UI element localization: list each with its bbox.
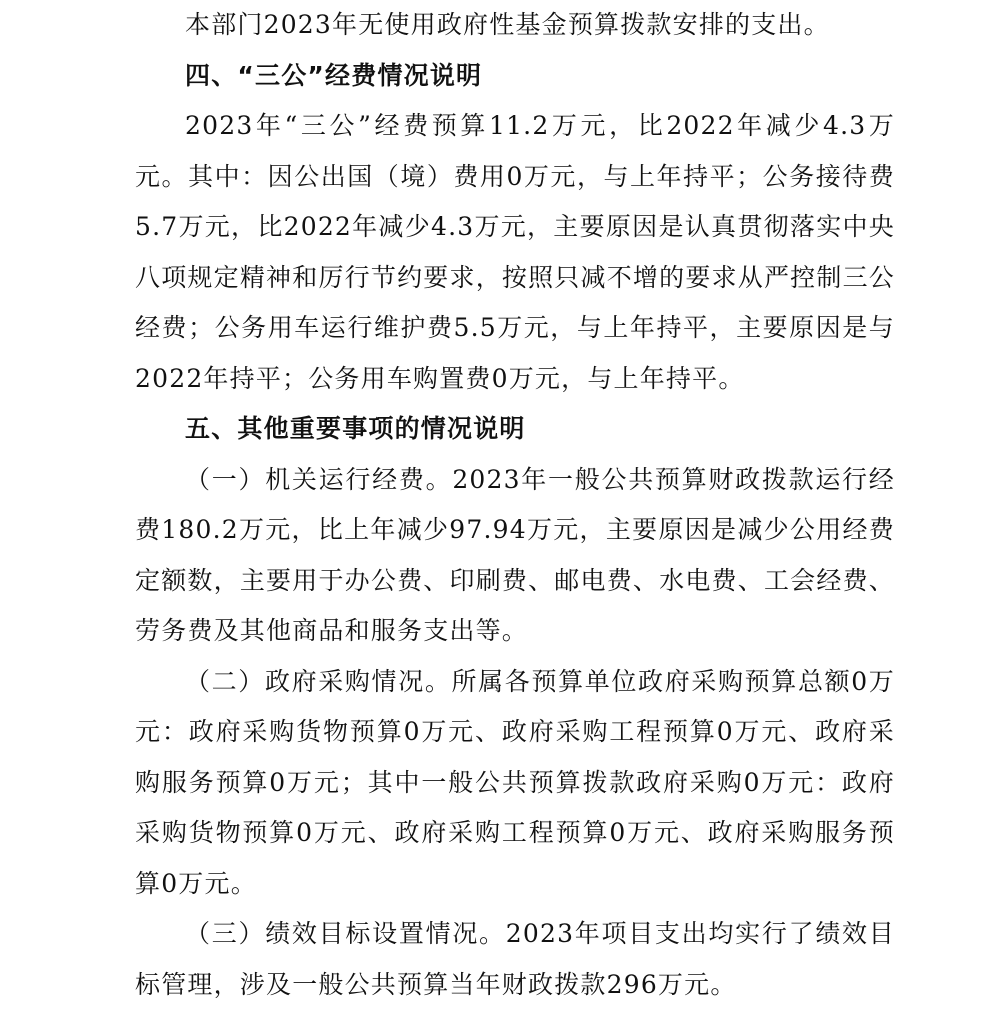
section-5-heading: 五、其他重要事项的情况说明 (185, 414, 526, 443)
intro-paragraph: 本部门2023年无使用政府性基金预算拨款安排的支出。 (185, 10, 830, 39)
section-5-item-1: （一）机关运行经费。2023年一般公共预算财政拨款运行经费180.2万元，比上年减少97.94万元，主要原因是减少公用经费定额数，主要用于办公费、印刷费、邮电费、水电费、工会经费、劳务费及其他商品和服务支出等。 (135, 464, 895, 645)
document-page (135, 0, 895, 1010)
section-4-heading: 四、“三公”经费情况说明 (185, 60, 483, 90)
section-5-item-2: （二）政府采购情况。所属各预算单位政府采购预算总额0万元：政府采购货物预算0万元、政府采购工程预算0万元、政府采购服务预算0万元；其中一般公共预算拨款政府采购0万元：政府采购货物预算0万元、政府采购工程预算0万元、政府采购服务预算0万元。 (135, 666, 895, 898)
section-4-paragraph: 2023年“三公”经费预算11.2万元，比2022年减少4.3万元。其中：因公出国（境）费用0万元，与上年持平；公务接待费5.7万元，比2022年减少4.3万元，主要原因是认真贯彻落实中央八项规定精神和厉行节约要求，按照只减不增的要求从严控制三公经费；公务用车运行维护费5.5万元，与上年持平，主要原因是与2022年持平；公务用车购置费0万元，与上年持平。 (135, 111, 895, 393)
section-5-item-3: （三）绩效目标设置情况。2023年项目支出均实行了绩效目标管理，涉及一般公共预算当年财政拨款296万元。 (135, 919, 895, 999)
